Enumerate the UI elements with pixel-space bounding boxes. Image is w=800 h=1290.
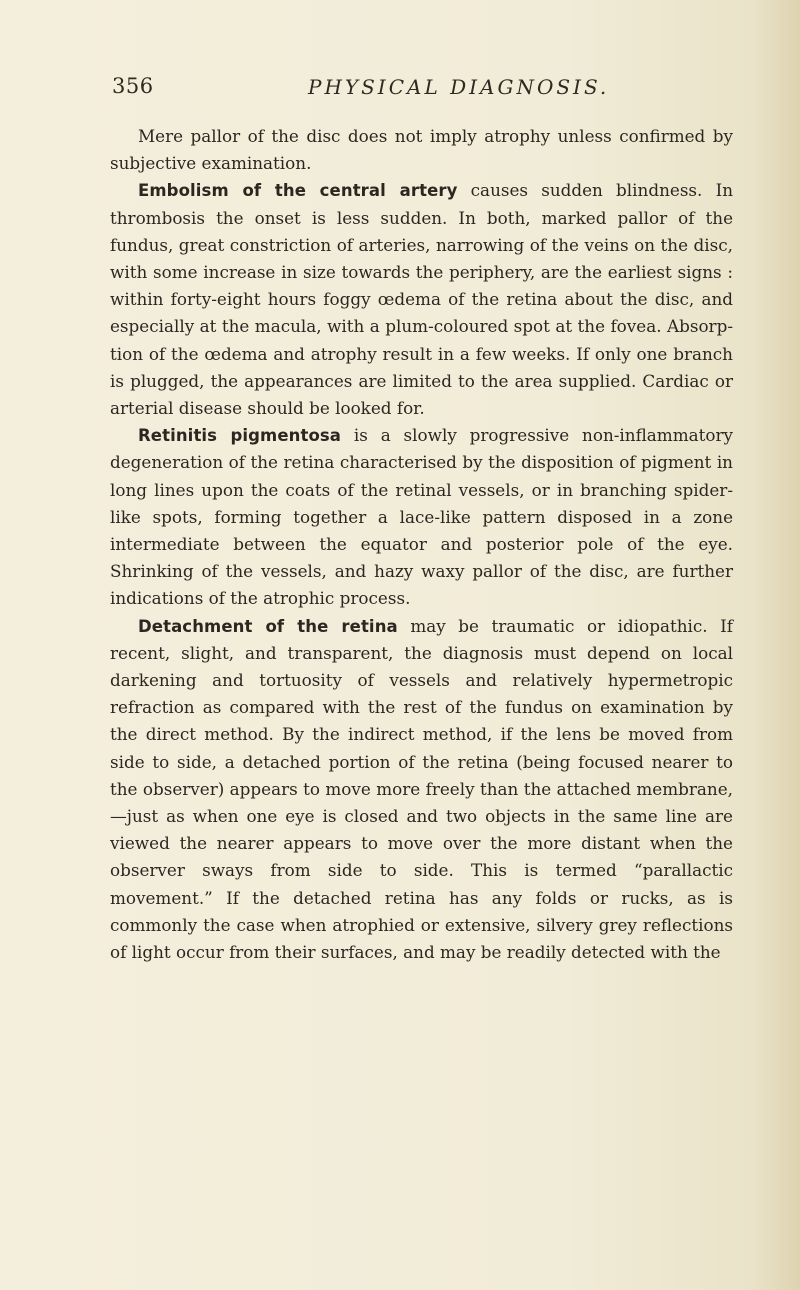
page-header [112,74,732,104]
body-text [110,123,733,966]
page-number: 356 [112,74,154,98]
paragraph-embolism [110,177,733,422]
paragraph-retinitis-pigmentosa [110,422,733,612]
running-head: PHYSICAL DIAGNOSIS. [308,75,610,99]
paragraph-lead: Detachment of the retina [138,616,398,636]
paragraph-lead: Embolism of the central artery [138,181,458,201]
paragraph-text: is a slowly progressive non-inflammatory degeneration of the retina characterised by the disposition of pigment in long lines upon the coats of the retinal vessels, or in branching spider-like spots, forming together a lace-like pattern disposed in a zone intermediate between the equator and posterior pole of the eye. Shrinking of the vessels, and hazy waxy pallor of the disc, are further indications of the atrophic process. [110,425,733,609]
paragraph-text: Mere pallor of the disc does not imply atrophy unless confirmed by subjective examination. [110,126,733,174]
paragraph-text: may be traumatic or idiopathic. If recent, slight, and transparent, the diagnosis must depend on local darkening and tortuosity of vessels and relatively hypermetropic refraction as compared with the rest of the fundus on examination by the direct method. By the indirect method, if the lens be moved from side to side, a detached portion of the retina (being focused nearer to the observer) appears to move more freely than the attached membrane,—just as when one eye is closed and two objects in the same line are viewed the nearer appears to move over the more distant when the observer sways from side to side. This is termed “parallactic movement.” If the detached retina has any folds or rucks, as is commonly the case when atrophied or extensive, silvery grey reflections of light occur from their surfaces, and may be readily detected with the [110,615,733,963]
paragraph-text: causes sudden blindness. In thrombosis the onset is less sudden. In both, marked pallor of the fundus, great constriction of arteries, narrowing of the veins on the disc, with some increase in size towards the periphery, are the earliest signs : within forty-eight hours foggy œdema of the retina about the disc, and especially at the macula, with a plum-coloured spot at the fovea. Absorption of the œdema and atrophy result in a few weeks. If only one branch is plugged, the appearances are limited to the area supplied. Cardiac or arterial disease should be looked for. [110,180,734,419]
paragraph-detachment [110,613,733,967]
paragraph-disc-pallor [110,123,733,177]
paragraph-lead: Retinitis pigmentosa [138,426,342,446]
